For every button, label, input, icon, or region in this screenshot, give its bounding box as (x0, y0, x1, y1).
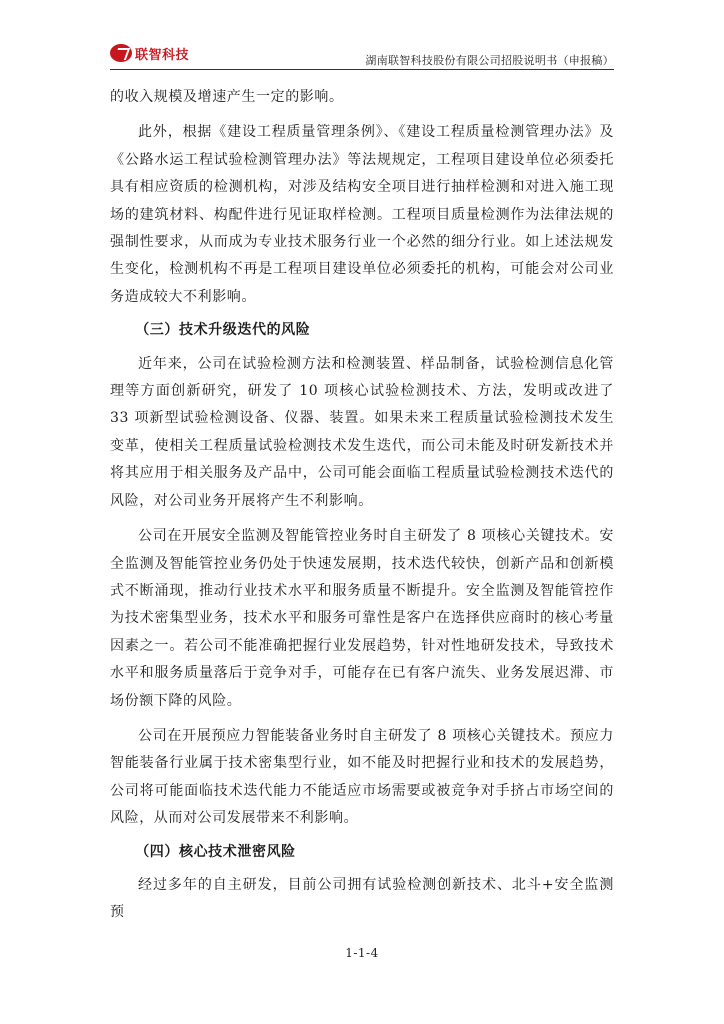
logo-text: 联智科技 (135, 47, 190, 63)
paragraph-core-tech: 经过多年的自主研发，目前公司拥有试验检测创新技术、北斗+安全监测预 (110, 876, 614, 921)
company-logo (110, 42, 189, 64)
section-heading-core-tech-leak-risk: （四）核心技术泄密风险 (135, 843, 296, 860)
paragraph-safety-monitoring: 公司在开展安全监测及智能管控业务时自主研发了 8 项核心关键技术。安全监测及智能管控业务仍处于快速发展期，技术迭代较快，创新产品和创新模式不断涌现，推动行业技术水平和服务质量不断提升。安全监测及智能管控作为技术密集型业务，技术水平和服务可靠性是客户在选择供应商时的核心考量因素之一。若公司不能准确把握行业发展趋势，针对性地研发技术，导致技术水平和服务质量落后于竞争对手，可能存在已有客户流失、业务发展迟滞、市场份额下降的风险。 (110, 528, 614, 709)
page-content (110, 84, 614, 927)
section-heading-tech-iteration-risk: （三）技术升级迭代的风险 (135, 322, 311, 339)
paragraph-prestress-equipment: 公司在开展预应力智能装备业务时自主研发了 8 项核心关键技术。预应力智能装备行业属于技术密集型行业，如不能及时把握行业和技术的发展趋势，公司将可能面临技术迭代能力不能适应市场需要或被竞争对手挤占市场空间的风险，从而对公司发展带来不利影响。 (110, 727, 614, 827)
page-header (110, 38, 614, 70)
page-number: 1-1-4 (345, 946, 379, 960)
paragraph-testing-tech: 近年来，公司在试验检测方法和检测装置、样品制备，试验检测信息化管理等方面创新研究，研发了 10 项核心试验检测技术、方法，发明或改进了 33 项新型试验检测设备、仪器、装置。如果未来工程质量试验检测技术发生变革，使相关工程质量试验检测技术发生迭代，而公司未能及时研发新技术并将其应用于相关服务及产品中，公司可能会面临工程质量试验检测技术迭代的风险，对公司业务开展将产生不利影响。 (110, 355, 614, 509)
paragraph-continuation: 的收入规模及增速产生一定的影响。 (110, 89, 344, 105)
header-divider (110, 69, 614, 70)
document-title: 湖南联智科技股份有限公司招股说明书（申报稿） (365, 54, 614, 67)
paragraph-regulations: 此外，根据《建设工程质量管理条例》、《建设工程质量检测管理办法》及《公路水运工程试验检测管理办法》等法规规定，工程项目建设单位必须委托具有相应资质的检测机构，对涉及结构安全项目进行抽样检测和对进入施工现场的建筑材料、构配件进行见证取样检测。工程项目质量检测作为法律法规的强制性要求，从而成为专业技术服务行业一个必然的细分行业。如上述法规发生变化，检测机构不再是工程项目建设单位必须委托的机构，可能会对公司业务造成较大不利影响。 (110, 124, 614, 305)
logo-icon (110, 44, 132, 62)
